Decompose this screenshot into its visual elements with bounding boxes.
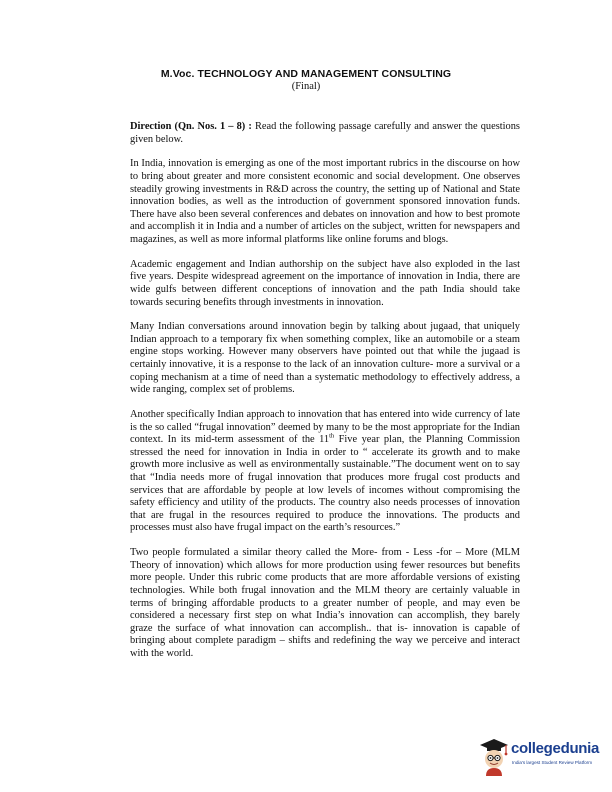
passage-body: [130, 121, 520, 673]
passage-paragraph-1: In India, innovation is emerging as one of the most important rubrics in the discourse on how to bring about greater and more consistent economic and social development. One observes steadily growing investments in R&D across the country, the setting up of National and State innovation bodies, as well as the introduction of government sponsored innovation funds. There have also been several conferences and debates on innovation and how to best promote and accomplish it in India and a number of articles on the subject, written for newspapers and magazines, as well as more informal platforms like online forums and blogs.: [130, 158, 520, 245]
ordinal-superscript: th: [329, 432, 335, 440]
logo-tagline: India's largest Student Review Platform: [512, 760, 593, 765]
direction-label: Direction (Qn. Nos. 1 – 8) :: [130, 121, 252, 132]
direction-paragraph: [130, 121, 520, 146]
passage-paragraph-4: [130, 409, 520, 535]
exam-subtitle: (Final): [291, 81, 321, 92]
direction-text: Read the following passage carefully and answer the questions given below.: [130, 121, 520, 145]
passage-paragraph-2: Academic engagement and Indian authorship on the subject have also exploded in the last five years. Despite widespread agreement on the importance of innovation in India, there are wide gulfs between different conceptions of innovation and the path India should take towards securing benefits through investments in innovation.: [130, 258, 520, 308]
passage-paragraph-3: Many Indian conversations around innovation begin by talking about jugaad, that uniquely Indian approach to a temporary fix when something complex, like an automobile or a steam engine stops working. However many observers have pointed out that while the jugaad is certainly innovative, it is a response to the lack of an innovation culture- more a survival or a coping mechanism at a time of need than a systematic methodology to effectively address, a wide ranging, complex set of problems.: [130, 321, 520, 396]
mascot-icon: [478, 736, 510, 776]
collegedunia-logo: [478, 736, 608, 776]
passage-paragraph-4-part-a: Another specifically Indian approach to innovation that has entered into wide currency of late is the so called “frugal innovation” deemed by many to be the most appropriate for the Indian context. In its mid-term assessment of the 11: [130, 409, 520, 446]
exam-title: M.Voc. TECHNOLOGY AND MANAGEMENT CONSULTING: [160, 68, 452, 80]
passage-paragraph-5: Two people formulated a similar theory called the More- from - Less -for – More (MLM Theory of innovation) which allows for more production using fewer resources but benefits more people. Under this rubric come products that are more affordable versions of existing technologies. While both frugal innovation and the MLM theory are certainly valuable in terms of bringing affordable products to a greater number of people, and may even be considered a necessary first step on what India’s innovation can accomplish, they barely graze the surface of what innovation can accomplish.. that is- innovation is capable of bringing about complete paradigm – shifts and redefining the way we perceive and interact with the world.: [130, 547, 520, 659]
logo-brand-text: collegedunia: [511, 740, 600, 757]
passage-paragraph-4-part-b: Five year plan, the Planning Commission stressed the need for innovation in India in order to “ accelerate its growth and to make growth more inclusive as well as environmentally sustainable.”The document went on to say that “India needs more of frugal innovation that produces more frugal cost products and services that are affordable by people at low levels of incomes without compromising the safety efficiency and utility of the products. The country also needs processes of innovation that are frugal in the resources required to produce the innovations. The products and processes must also have frugal impact on the earth’s resources.”: [130, 434, 520, 534]
